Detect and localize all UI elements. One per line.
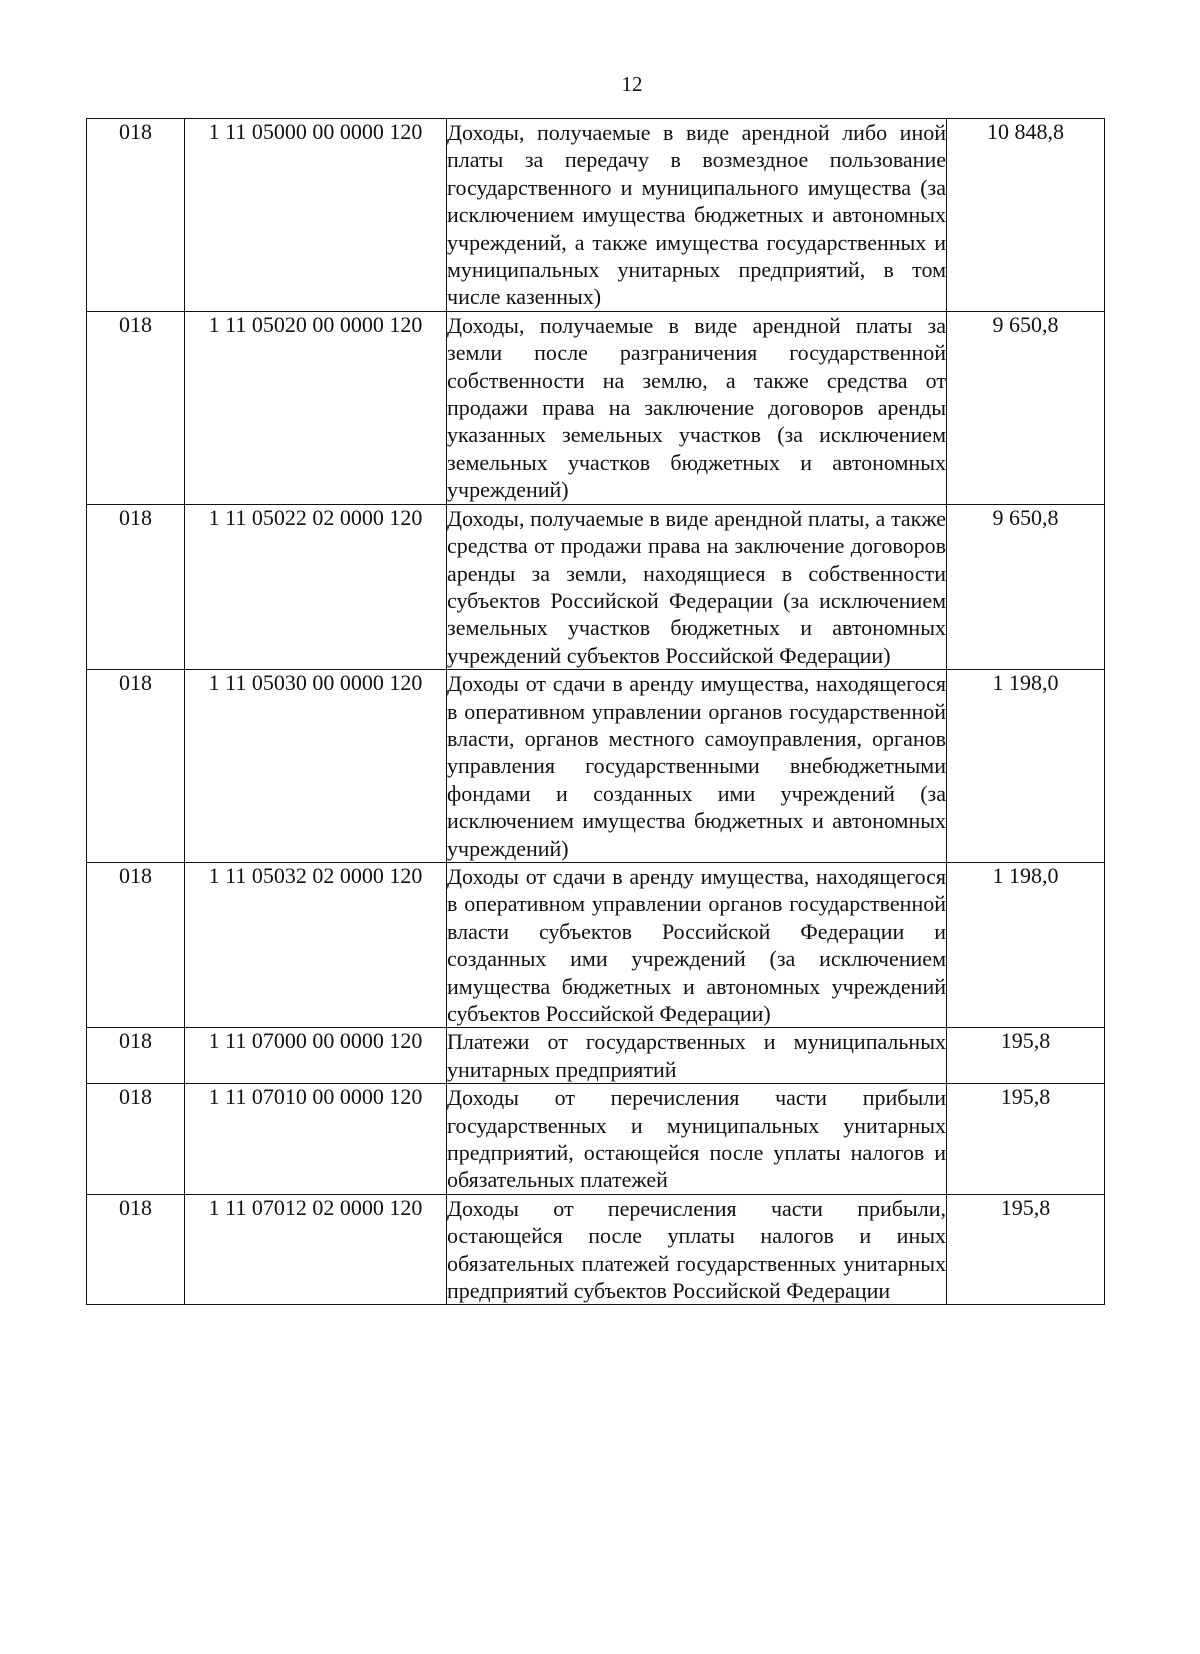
admin-code-cell: 018 — [87, 1194, 185, 1305]
amount-cell: 195,8 — [947, 1084, 1105, 1195]
budget-code-cell: 1 11 07000 00 0000 120 — [185, 1028, 447, 1084]
budget-code-cell: 1 11 05020 00 0000 120 — [185, 311, 447, 504]
table-row — [87, 119, 1105, 312]
admin-code-cell: 018 — [87, 119, 185, 312]
table-row — [87, 1028, 1105, 1084]
budget-code-cell: 1 11 07012 02 0000 120 — [185, 1194, 447, 1305]
revenue-name-cell: Доходы от перечисления части прибыли государственных и муниципальных унитарных предприятий, остающейся после уплаты налогов и обязательных платежей — [447, 1085, 946, 1193]
revenue-name-cell: Доходы, получаемые в виде арендной либо иной платы за передачу в возмездное пользование государственного и муниципального имущества (за исключением имущества бюджетных и автономных учреждений, а также имущества государственных и муниципальных унитарных предприятий, в том числе казенных) — [447, 120, 946, 310]
budget-code-cell: 1 11 05000 00 0000 120 — [185, 119, 447, 312]
admin-code-cell: 018 — [87, 504, 185, 669]
budget-code-cell: 1 11 05032 02 0000 120 — [185, 862, 447, 1027]
budget-code-cell: 1 11 05022 02 0000 120 — [185, 504, 447, 669]
table-row — [87, 504, 1105, 669]
budget-code-cell: 1 11 05030 00 0000 120 — [185, 670, 447, 863]
revenue-name-cell: Доходы, получаемые в виде арендной платы, а также средства от продажи права на заключение договоров аренды за земли, находящиеся в собственности субъектов Российской Федерации (за исключением земельных участков бюджетных и автономных учреждений субъектов Российской Федерации) — [447, 505, 946, 668]
admin-code-cell: 018 — [87, 1084, 185, 1195]
amount-cell: 1 198,0 — [947, 670, 1105, 863]
amount-cell: 195,8 — [947, 1194, 1105, 1305]
admin-code-cell: 018 — [87, 670, 185, 863]
amount-cell: 1 198,0 — [947, 862, 1105, 1027]
table-row — [87, 1084, 1105, 1195]
revenue-name-cell: Доходы от сдачи в аренду имущества, находящегося в оперативном управлении органов государственной власти, органов местного самоуправления, органов управления государственными внебюджетными фондами и созданных ими учреждений (за исключением имущества бюджетных и автономных учреждений) — [447, 671, 946, 861]
amount-cell: 9 650,8 — [947, 504, 1105, 669]
revenue-name-cell: Доходы, получаемые в виде арендной платы за земли после разграничения государственной собственности на землю, а также средства от продажи права на заключение договоров аренды указанных земельных участков (за исключением земельных участков бюджетных и автономных учреждений) — [447, 312, 946, 503]
revenue-name-cell: Платежи от государственных и муниципальных унитарных предприятий — [447, 1029, 946, 1082]
admin-code-cell: 018 — [87, 1028, 185, 1084]
revenue-table — [86, 118, 1105, 1305]
table-row — [87, 311, 1105, 504]
amount-cell: 9 650,8 — [947, 311, 1105, 504]
amount-cell: 195,8 — [947, 1028, 1105, 1084]
page-number: 12 — [621, 72, 643, 96]
table-row — [87, 1194, 1105, 1305]
amount-cell: 10 848,8 — [947, 119, 1105, 312]
table-row — [87, 862, 1105, 1027]
admin-code-cell: 018 — [87, 311, 185, 504]
revenue-name-cell: Доходы от перечисления части прибыли, остающейся после уплаты налогов и иных обязательных платежей государственных унитарных предприятий субъектов Российской Федерации — [447, 1195, 946, 1304]
revenue-name-cell: Доходы от сдачи в аренду имущества, находящегося в оперативном управлении органов государственной власти субъектов Российской Федерации и созданных ими учреждений (за исключением имущества бюджетных и автономных учреждений субъектов Российской Федерации) — [447, 863, 946, 1026]
budget-code-cell: 1 11 07010 00 0000 120 — [185, 1084, 447, 1195]
table-row — [87, 670, 1105, 863]
admin-code-cell: 018 — [87, 862, 185, 1027]
